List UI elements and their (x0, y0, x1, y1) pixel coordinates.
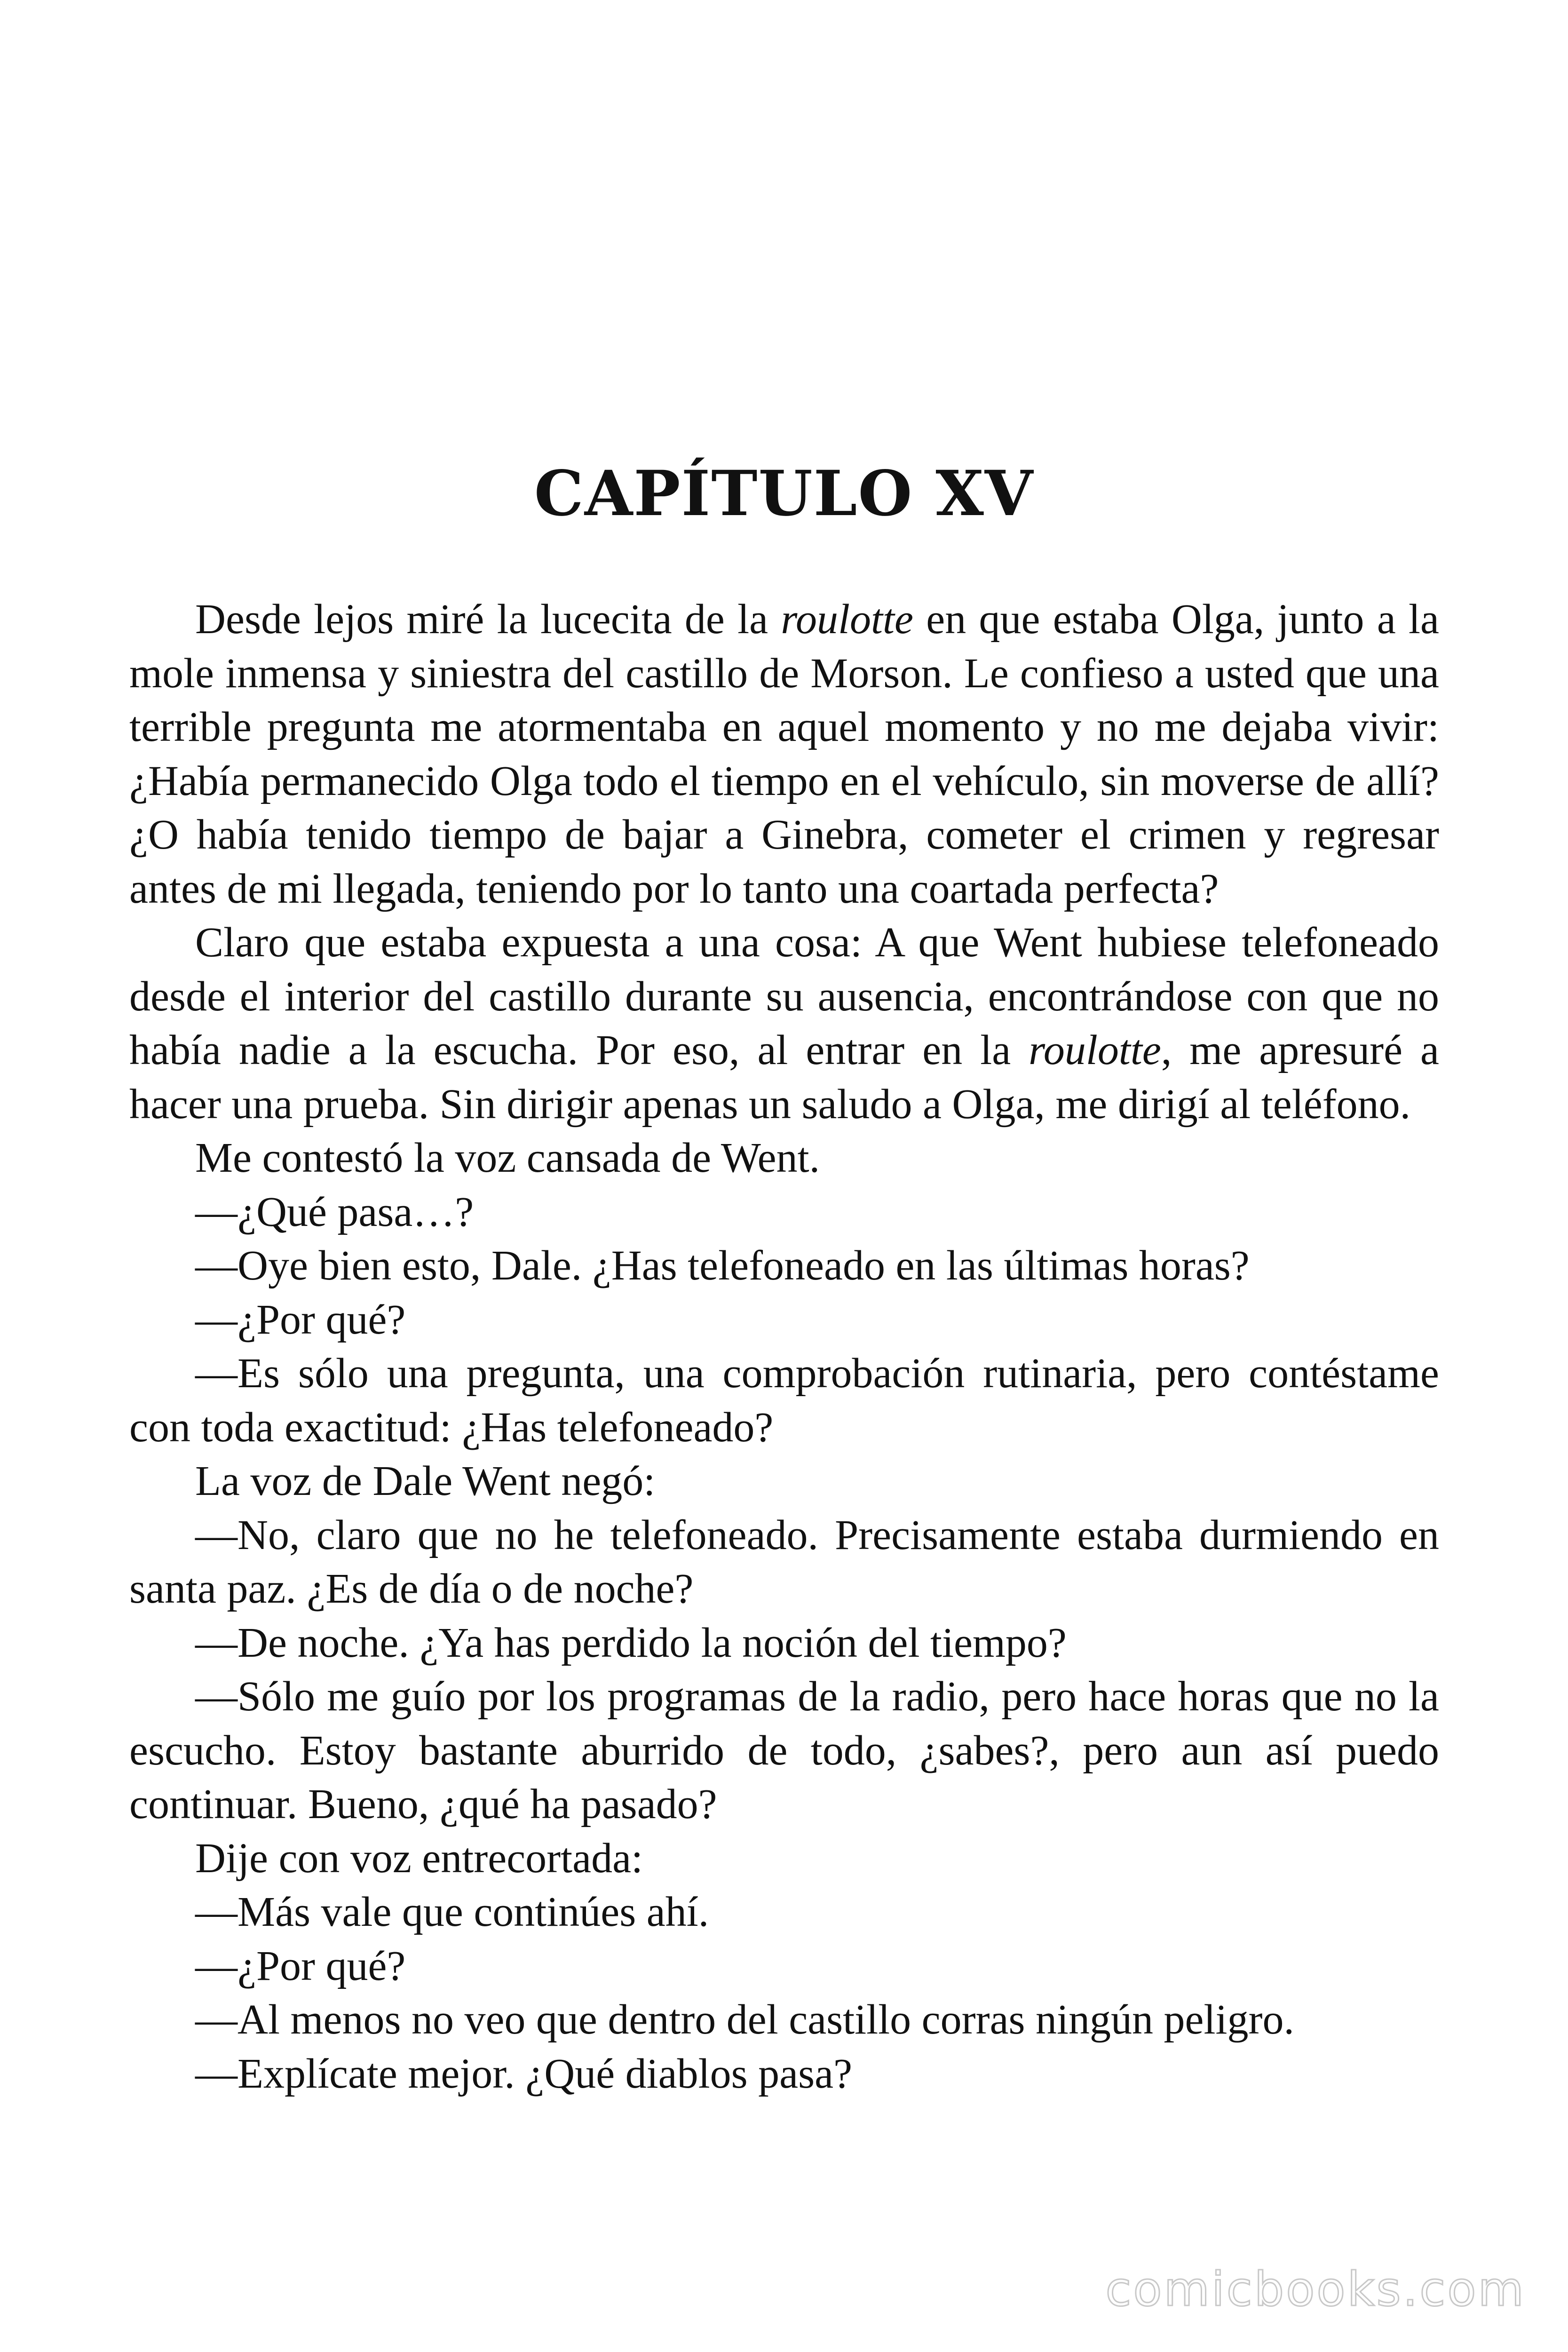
paragraph (129, 1616, 1439, 1670)
paragraph (129, 1131, 1439, 1185)
paragraph (129, 1832, 1439, 1886)
text-run: —Al menos no veo que dentro del castillo corras ningún peligro. (195, 1996, 1294, 2043)
text-run: —¿Por qué? (195, 1942, 406, 1989)
watermark-logo: comicbooks.com (1105, 2262, 1526, 2317)
paragraph (129, 1347, 1439, 1454)
paragraph (129, 1939, 1439, 1994)
paragraph (129, 1293, 1439, 1347)
paragraph (129, 1239, 1439, 1293)
text-run: —De noche. ¿Ya has perdido la noción del tiempo? (195, 1619, 1067, 1666)
text-run: Me contestó la voz cansada de Went. (195, 1135, 820, 1181)
text-run: La voz de Dale Went negó: (195, 1458, 656, 1504)
text-run: —¿Qué pasa…? (195, 1188, 474, 1235)
text-run: Desde lejos miré la lucecita de la (195, 596, 781, 643)
paragraph (129, 1885, 1439, 1939)
paragraph (129, 593, 1439, 916)
text-run: Claro que estaba expuesta a una cosa: A que Went hubiese telefoneado desde el interior del castillo durante su ausencia, encontrándose con que no había nadie a la escucha. Por eso, al entrar en la (129, 919, 1439, 1073)
text-run: —Sólo me guío por los programas de la radio, pero hace horas que no la escucho. Estoy bastante aburrido de todo, ¿sabes?, pero aun así puedo continuar. Bueno, ¿qué ha pasado? (129, 1673, 1439, 1828)
text-run: —Más vale que continúes ahí. (195, 1889, 709, 1935)
text-run: —Oye bien esto, Dale. ¿Has telefoneado en las últimas horas? (195, 1242, 1250, 1289)
paragraph (129, 1185, 1439, 1240)
chapter-body (129, 593, 1439, 2101)
italic-term: roulotte (781, 596, 913, 643)
paragraph (129, 916, 1439, 1131)
paragraph (129, 1454, 1439, 1509)
text-run: —Explícate mejor. ¿Qué diablos pasa? (195, 2050, 853, 2097)
text-run: en que estaba Olga, junto a la mole inmensa y siniestra del castillo de Morson. Le confieso a usted que una terrible pregunta me atormentaba en aquel momento y no me dejaba vivir: ¿Había permanecido Olga todo el tiempo en el vehículo, sin moverse de allí? ¿O había tenido tiempo de bajar a Ginebra, cometer el crimen y regresar antes de mi llegada, teniendo por lo tanto una coartada perfecta? (129, 596, 1439, 912)
text-run: —¿Por qué? (195, 1296, 406, 1343)
italic-term: roulotte (1029, 1027, 1161, 1073)
paragraph (129, 1993, 1439, 2047)
text-run: —No, claro que no he telefoneado. Precisamente estaba durmiendo en santa paz. ¿Es de día o de noche? (129, 1511, 1439, 1612)
text-run: , me apresuré a hacer una prueba. Sin dirigir apenas un saludo a Olga, me dirigí al teléfono. (129, 1027, 1440, 1128)
paragraph (129, 1670, 1439, 1832)
chapter-title: CAPÍTULO XV (534, 457, 1034, 530)
paragraph (129, 2047, 1439, 2101)
paragraph (129, 1509, 1439, 1616)
text-run: Dije con voz entrecortada: (195, 1835, 643, 1882)
text-run: —Es sólo una pregunta, una comprobación rutinaria, pero contéstame con toda exactitud: ¿Has telefoneado? (129, 1350, 1439, 1451)
